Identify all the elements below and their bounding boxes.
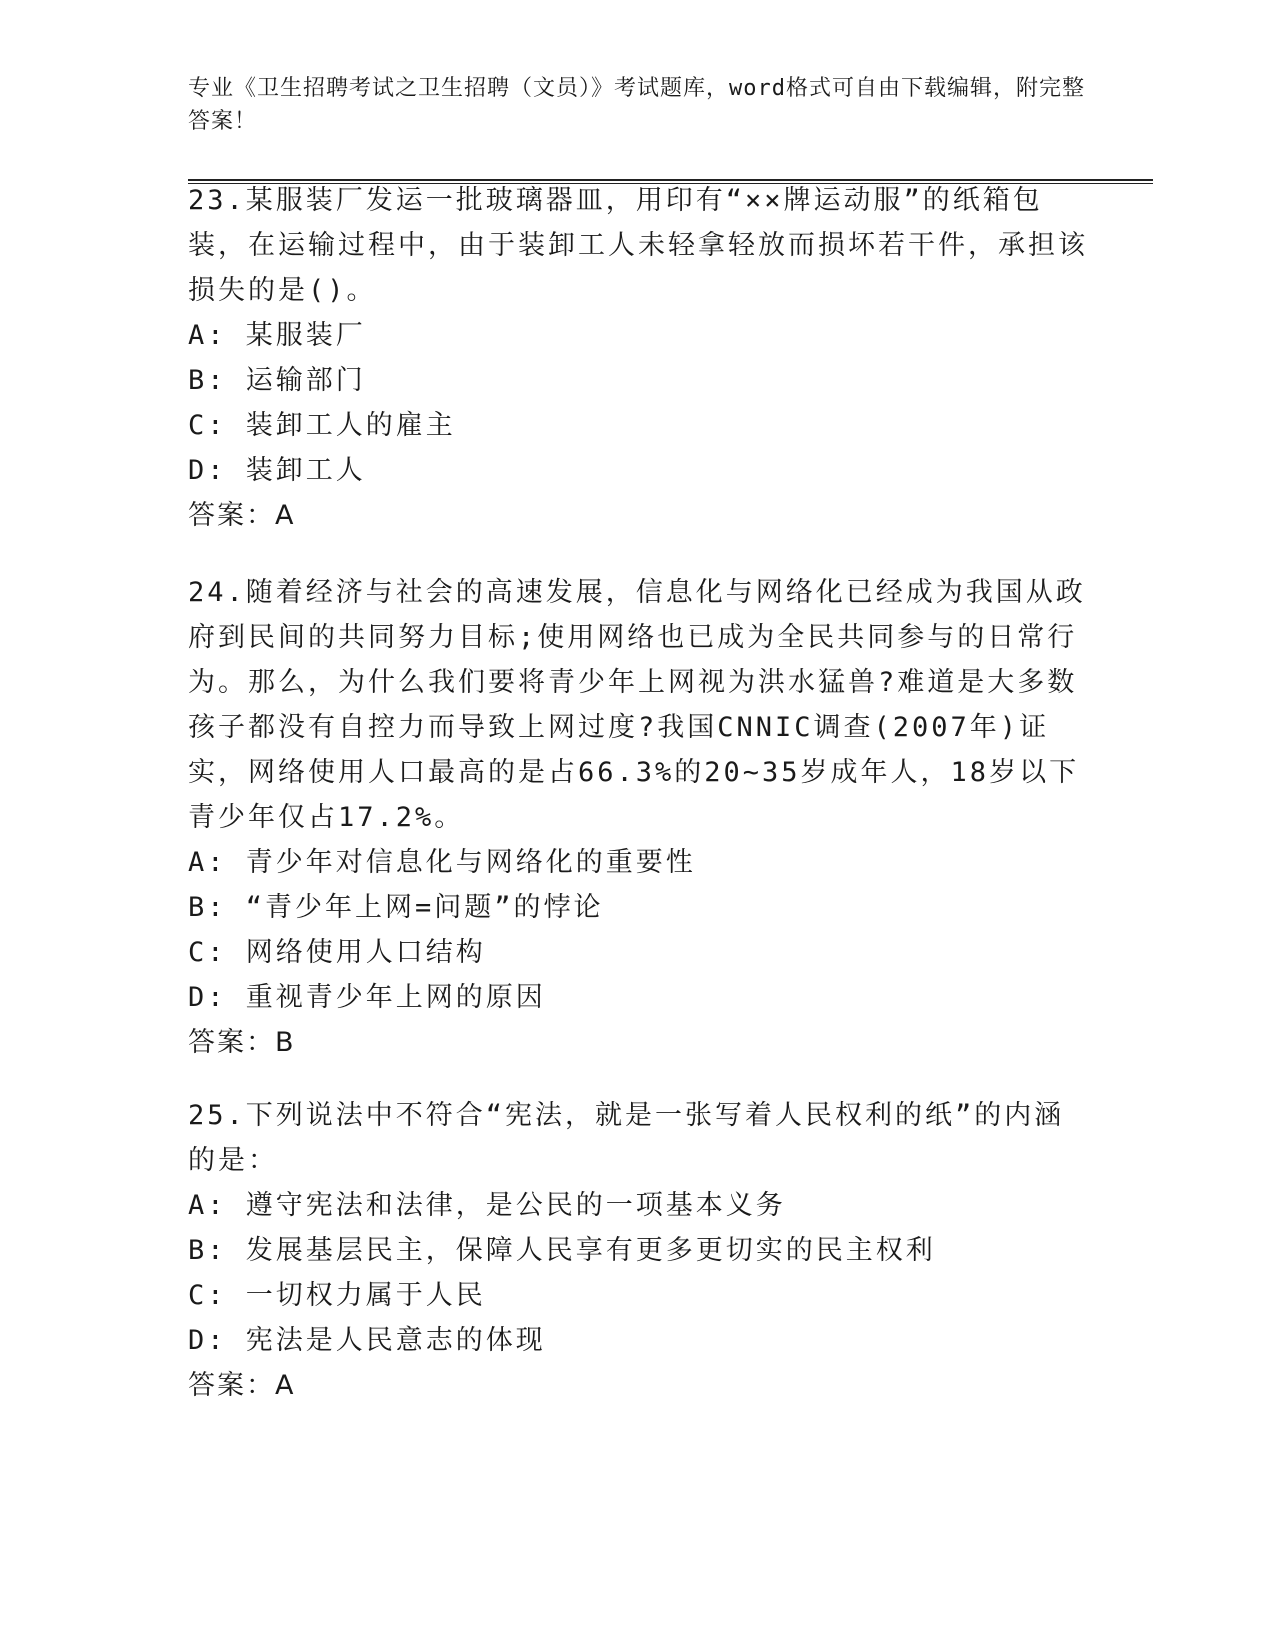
- answer: 答案：A: [188, 1370, 296, 1401]
- question-stem: 25.下列说法中不符合“宪法，就是一张写着人民权利的纸”的内涵的是：: [188, 1100, 1065, 1176]
- option-a: A: 青少年对信息化与网络化的重要性: [188, 847, 696, 878]
- question-stem: 23.某服装厂发运一批玻璃器皿，用印有“××牌运动服”的纸箱包装，在运输过程中，由于装卸工人未轻拿轻放而损坏若干件，承担该损失的是()。: [188, 185, 1088, 306]
- option-b: B: 发展基层民主，保障人民享有更多更切实的民主权利: [188, 1235, 936, 1266]
- option-b: B: 运输部门: [188, 365, 366, 396]
- document-header: 专业《卫生招聘考试之卫生招聘（文员）》考试题库，word格式可自由下载编辑，附完整答案！: [188, 76, 1085, 134]
- question-23: [188, 178, 1088, 538]
- question-stem: 24.随着经济与社会的高速发展，信息化与网络化已经成为我国从政府到民间的共同努力目标;使用网络也已成为全民共同参与的日常行为。那么，为什么我们要将青少年上网视为洪水猛兽?难道是大多数孩子都没有自控力而导致上网过度?我国CNNIC调查(2007年)证实，网络使用人口最高的是占66.3%的20~35岁成年人，18岁以下青少年仅占17.2%。: [188, 577, 1086, 833]
- answer: 答案：A: [188, 500, 296, 531]
- question-24: [188, 570, 1088, 1065]
- option-c: C: 装卸工人的雇主: [188, 410, 456, 441]
- answer: 答案：B: [188, 1027, 296, 1058]
- option-d: D: 重视青少年上网的原因: [188, 982, 546, 1013]
- option-a: A: 某服装厂: [188, 320, 366, 351]
- option-c: C: 网络使用人口结构: [188, 937, 486, 968]
- option-c: C: 一切权力属于人民: [188, 1280, 486, 1311]
- question-25: [188, 1093, 1088, 1408]
- option-b: B: “青少年上网=问题”的悖论: [188, 892, 604, 923]
- option-d: D: 装卸工人: [188, 455, 366, 486]
- option-a: A: 遵守宪法和法律，是公民的一项基本义务: [188, 1190, 786, 1221]
- option-d: D: 宪法是人民意志的体现: [188, 1325, 546, 1356]
